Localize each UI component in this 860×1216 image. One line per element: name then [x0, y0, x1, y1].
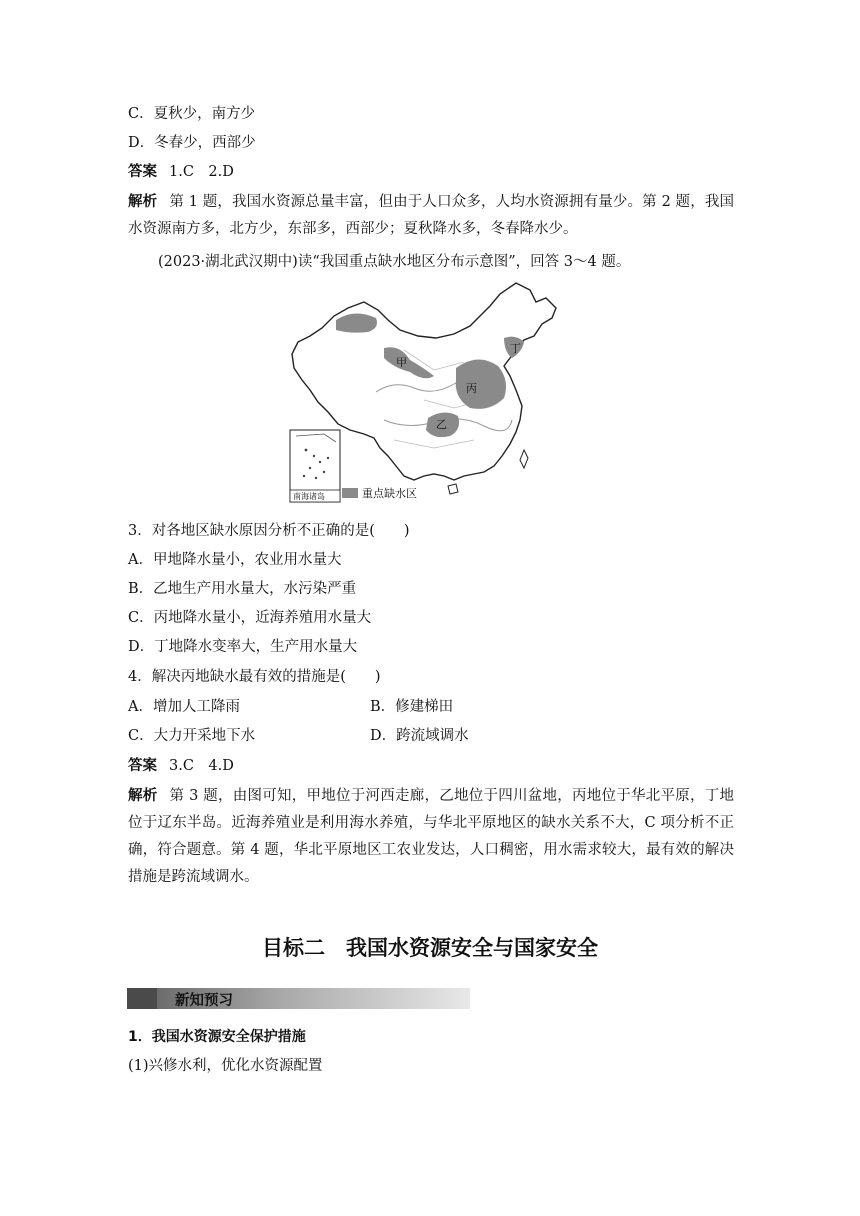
q4-option-b: B．修建梯田 — [370, 699, 454, 715]
answer-3-4 — [128, 756, 234, 776]
analysis-label: 解析 — [128, 788, 158, 804]
china-water-shortage-map — [284, 280, 574, 505]
analysis-text: 第 1 题，我国水资源总量丰富，但由于人口众多，人均水资源拥有量少。第 2 题，我国水资源南方多，北方少，东部多，西部少；夏秋降水多，冬春降水少。 — [128, 194, 735, 237]
map-label-bing: 丙 — [466, 382, 477, 395]
map-label-jia: 甲 — [396, 356, 407, 369]
taiwan-island — [520, 450, 528, 468]
item-1-1: (1)兴修水利，优化水资源配置 — [128, 1058, 323, 1074]
q3-option-d: D．丁地降水变率大，生产用水量大 — [128, 639, 358, 655]
analysis-label: 解析 — [128, 194, 158, 210]
q3-option-b: B．乙地生产用水量大，水污染严重 — [128, 581, 357, 597]
analysis-1-2 — [128, 189, 734, 243]
hainan-island — [448, 484, 458, 494]
question-intro: (2023·湖北武汉期中)读“我国重点缺水地区分布示意图”，回答 3～4 题。 — [158, 254, 631, 270]
q3-stem: 3．对各地区缺水原因分析不正确的是( ) — [128, 523, 410, 539]
answer-1-2 — [128, 162, 234, 182]
q4-stem: 4．解决丙地缺水最有效的措施是( ) — [128, 669, 381, 685]
analysis-3-4 — [128, 783, 734, 891]
analysis-text: 第 3 题，由图可知，甲地位于河西走廊，乙地位于四川盆地，丙地位于华北平原，丁地位于辽东半岛。近海养殖业是利用海水养殖，与华北平原地区的缺水关系不大，C 项分析不正确，符合题意。第 4 题，华北平原地区工农业发达，人口稠密，用水需求较大，最有效的解决措施是跨流域调水。 — [128, 788, 735, 885]
answer-label: 答案 — [128, 758, 157, 774]
map-label-yi: 乙 — [436, 418, 447, 431]
shortage-region-jia — [384, 347, 434, 378]
shortage-region-xinjiang — [336, 313, 377, 332]
banner-label: 新知预习 — [175, 993, 233, 1009]
map-label-ding: 丁 — [510, 342, 521, 355]
section-title: 目标二 我国水资源安全与国家安全 — [262, 936, 598, 960]
banner-dark-block — [127, 988, 157, 1009]
inset-label: 南海诸岛 — [293, 492, 325, 501]
q2-option-c: C．夏秋少，南方少 — [128, 106, 256, 122]
item-1-heading: 1．我国水资源安全保护措施 — [128, 1029, 306, 1045]
answer-text: 3.C 4.D — [169, 758, 234, 774]
legend-swatch — [342, 488, 358, 498]
q3-option-a: A．甲地降水量小，农业用水量大 — [128, 552, 342, 568]
q2-option-d: D．冬春少，西部少 — [128, 135, 256, 151]
q3-option-c: C．丙地降水量小，近海养殖用水量大 — [128, 610, 372, 626]
q4-option-d: D．跨流域调水 — [370, 728, 469, 744]
answer-label: 答案 — [128, 164, 157, 180]
q4-option-a: A．增加人工降雨 — [128, 699, 240, 715]
shortage-region-bing — [456, 359, 506, 408]
banner-new-knowledge — [127, 988, 470, 1009]
q4-option-c: C．大力开采地下水 — [128, 728, 256, 744]
legend-label: 重点缺水区 — [362, 487, 417, 500]
answer-text: 1.C 2.D — [169, 164, 234, 180]
